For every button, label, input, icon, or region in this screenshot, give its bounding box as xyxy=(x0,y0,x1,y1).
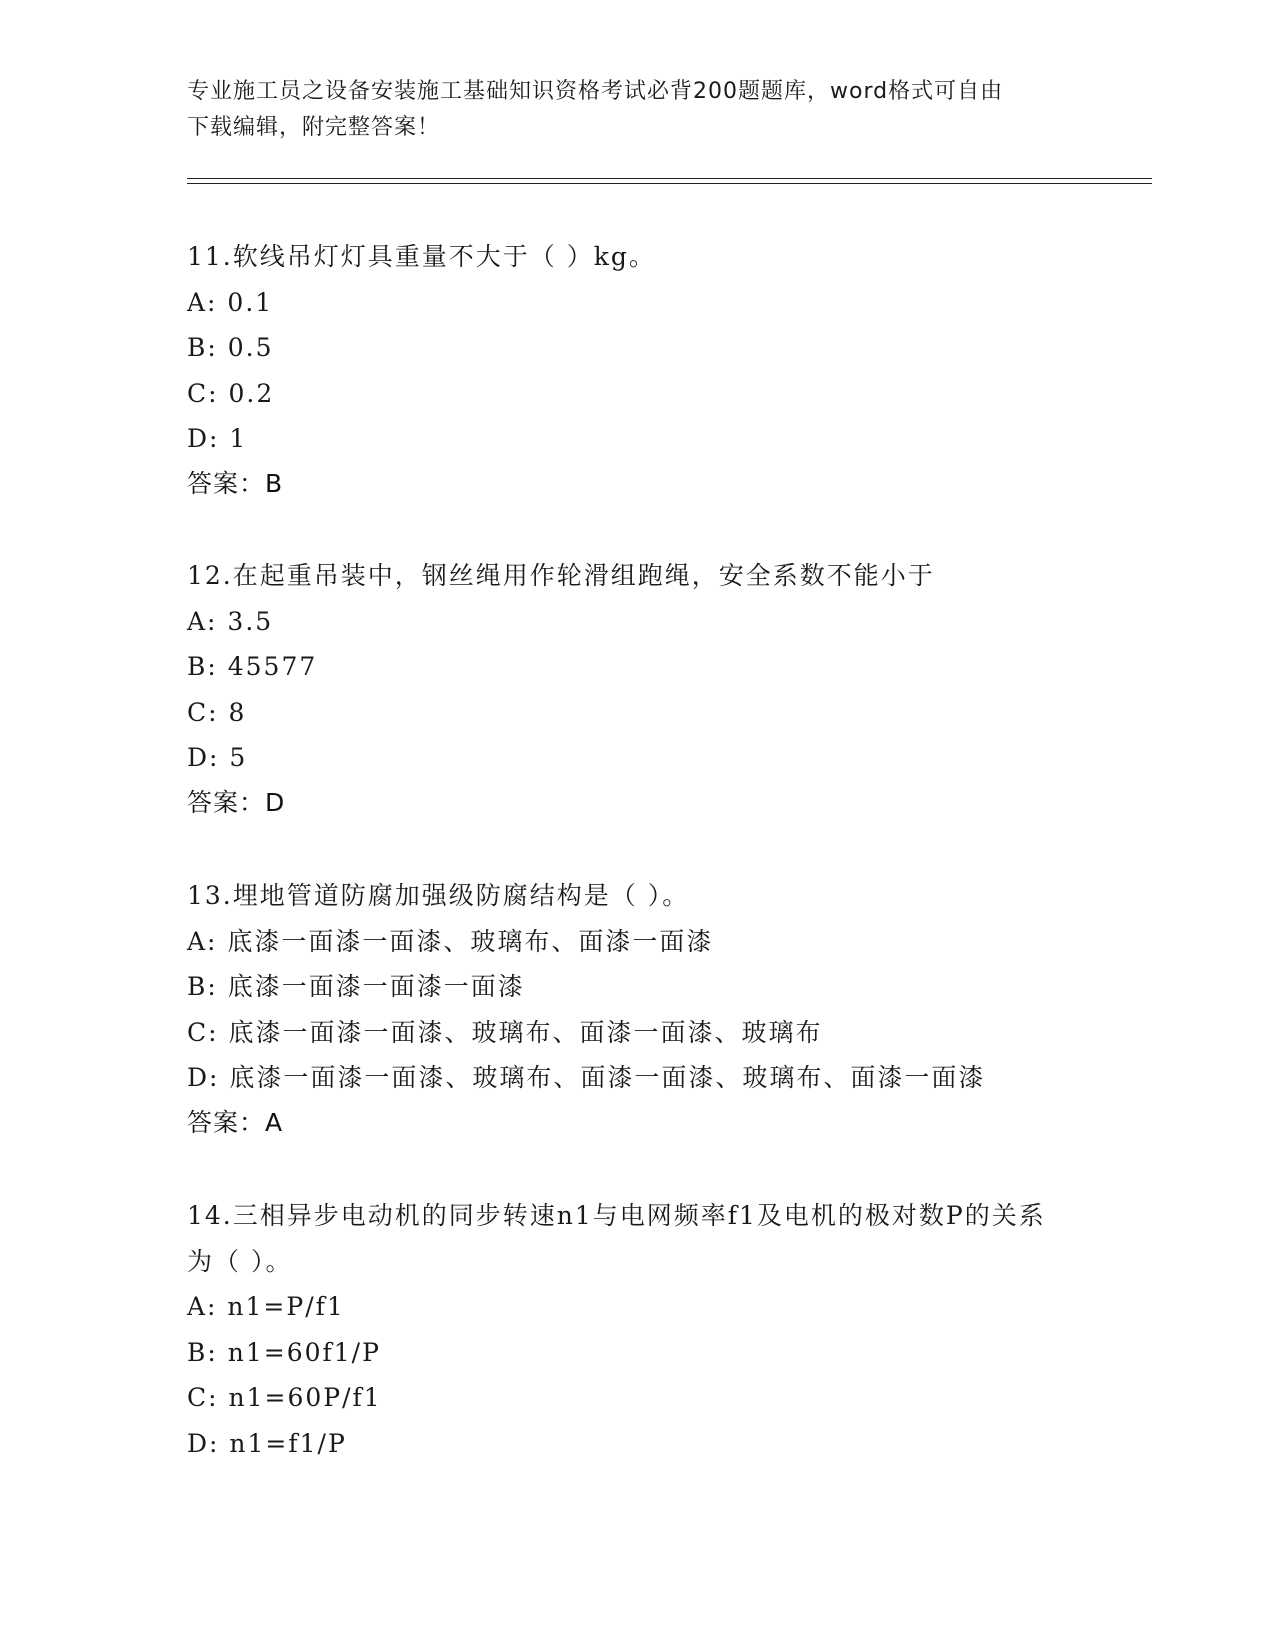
question-stem: 12.在起重吊装中，钢丝绳用作轮滑组跑绳，安全系数不能小于 xyxy=(187,561,935,590)
option-a: A: 0.1 xyxy=(187,287,274,317)
option-c: C: 底漆一面漆一面漆、玻璃布、面漆一面漆、玻璃布 xyxy=(187,1017,823,1047)
header-divider-bottom xyxy=(187,183,1152,184)
option-a: A: 3.5 xyxy=(187,606,274,636)
option-b: B: 0.5 xyxy=(187,333,274,362)
question-12 xyxy=(187,553,1147,825)
header-divider-top xyxy=(187,178,1152,179)
document-header xyxy=(187,74,1087,146)
question-stem: 13.埋地管道防腐加强级防腐结构是（ ）。 xyxy=(187,881,690,910)
answer: 答案：D xyxy=(187,787,286,817)
option-c: C: 8 xyxy=(187,697,247,727)
option-c: C: n1=60P/f1 xyxy=(187,1383,382,1412)
option-b: B: 45577 xyxy=(187,652,318,681)
option-d: D: 底漆一面漆一面漆、玻璃布、面漆一面漆、玻璃布、面漆一面漆 xyxy=(187,1063,986,1092)
question-stem: 14.三相异步电动机的同步转速n1与电网频率f1及电机的极对数P的关系为（ ）。 xyxy=(187,1201,1046,1276)
question-11 xyxy=(187,234,1147,506)
answer: 答案：A xyxy=(187,1107,284,1137)
question-stem: 11.软线吊灯灯具重量不大于（ ）kg。 xyxy=(187,242,656,271)
option-b: B: n1=60f1/P xyxy=(187,1337,381,1367)
option-d: D: 1 xyxy=(187,424,248,453)
header-line-2: 下载编辑，附完整答案！ xyxy=(187,115,441,140)
option-c: C: 0.2 xyxy=(187,378,275,408)
option-d: D: n1=f1/P xyxy=(187,1428,347,1458)
header-line-1: 专业施工员之设备安装施工基础知识资格考试必背200题题库，word格式可自由 xyxy=(187,79,1004,104)
option-b: B: 底漆一面漆一面漆一面漆 xyxy=(187,972,525,1001)
option-a: A: 底漆一面漆一面漆、玻璃布、面漆一面漆 xyxy=(187,926,714,956)
question-13 xyxy=(187,873,1147,1145)
answer: 答案：B xyxy=(187,468,284,498)
question-14 xyxy=(187,1193,1147,1466)
option-d: D: 5 xyxy=(187,743,248,772)
option-a: A: n1=P/f1 xyxy=(187,1292,345,1321)
